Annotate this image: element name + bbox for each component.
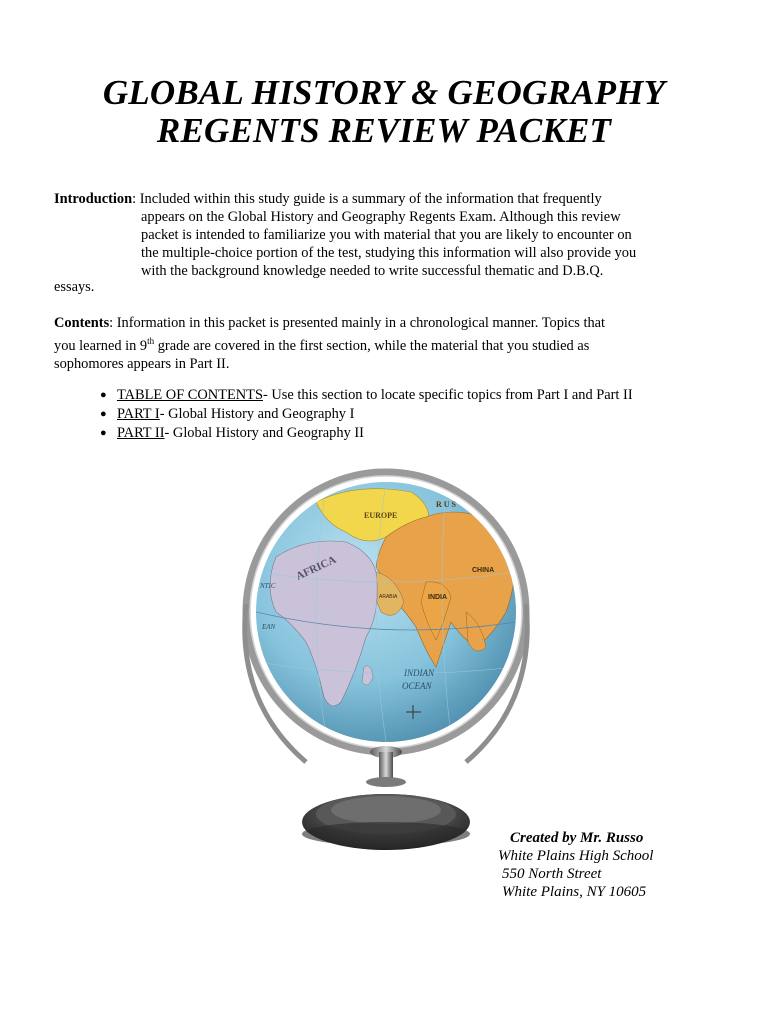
globe-label-ocean-2: OCEAN [402,681,432,691]
credits-school: White Plains High School [498,848,654,864]
bullet-icon: ● [100,427,107,439]
list-item [100,424,633,443]
toc-desc: - Global History and Geography II [164,425,364,441]
globe-label-africa: AFRICA [294,553,339,583]
contents-paragraph [54,314,714,373]
contents-label: Contents [54,315,110,331]
bullet-icon: ● [100,389,107,401]
globe-label-india: INDIA [428,594,448,601]
list-item [100,405,633,424]
bullet-icon: ● [100,408,107,420]
credits-city: White Plains, NY 10605 [502,884,647,900]
introduction-line-4: the multiple-choice portion of the test, studying this information will also provide you [141,245,637,261]
globe-label-china: CHINA [472,567,495,574]
introduction-line-3: packet is intended to familiarize you with material that you are likely to encounter on [141,227,632,243]
contents-line-3: sophomores appears in Part II. [54,355,230,372]
contents-line-2-sup: th [147,336,155,346]
globe-illustration [236,462,536,862]
introduction-line-2: appears on the Global History and Geography Regents Exam. Although this review [141,209,621,225]
contents-line-2-post: grade are covered in the first section, while the material that you studied as [154,337,590,354]
contents-line-1: : Information in this packet is presented mainly in a chronological manner. Topics that [109,315,606,331]
title-line-1: GLOBAL HISTORY & GEOGRAPHY [102,73,666,112]
credits-block [498,829,653,901]
title-line-2: REGENTS REVIEW PACKET [156,111,612,150]
toc-desc: - Use this section to locate specific topics from Part I and Part II [262,387,633,403]
introduction-line-5: with the background knowledge needed to write successful thematic and D.B.Q. [141,263,604,279]
toc-link-part-ii[interactable]: PART II [117,425,165,441]
document-title [0,74,768,150]
globe-icon [236,462,536,862]
list-item [100,386,633,405]
globe-label-atlantic: NTIC [260,582,276,590]
toc-desc: - Global History and Geography I [159,406,355,422]
credits-street: 550 North Street [502,866,602,882]
globe-label-arabia: ARABIA [379,594,398,600]
introduction-label: Introduction [54,191,133,207]
credits-author: Created by Mr. Russo [510,830,644,846]
globe-label-russia: R U S [436,500,457,509]
introduction-tail: essays. [54,279,95,295]
toc-link-table-of-contents[interactable]: TABLE OF CONTENTS [117,387,263,403]
toc-link-part-i[interactable]: PART I [117,406,160,422]
contents-line-2-pre: you learned in 9 [54,337,148,354]
globe-label-atlantic-2: EAN [262,623,276,631]
toc-list [100,386,633,443]
globe-label-europe: EUROPE [364,511,398,520]
globe-label-ocean-1: INDIAN [404,668,434,678]
introduction-line-1: : Included within this study guide is a summary of the information that frequently [132,191,602,207]
